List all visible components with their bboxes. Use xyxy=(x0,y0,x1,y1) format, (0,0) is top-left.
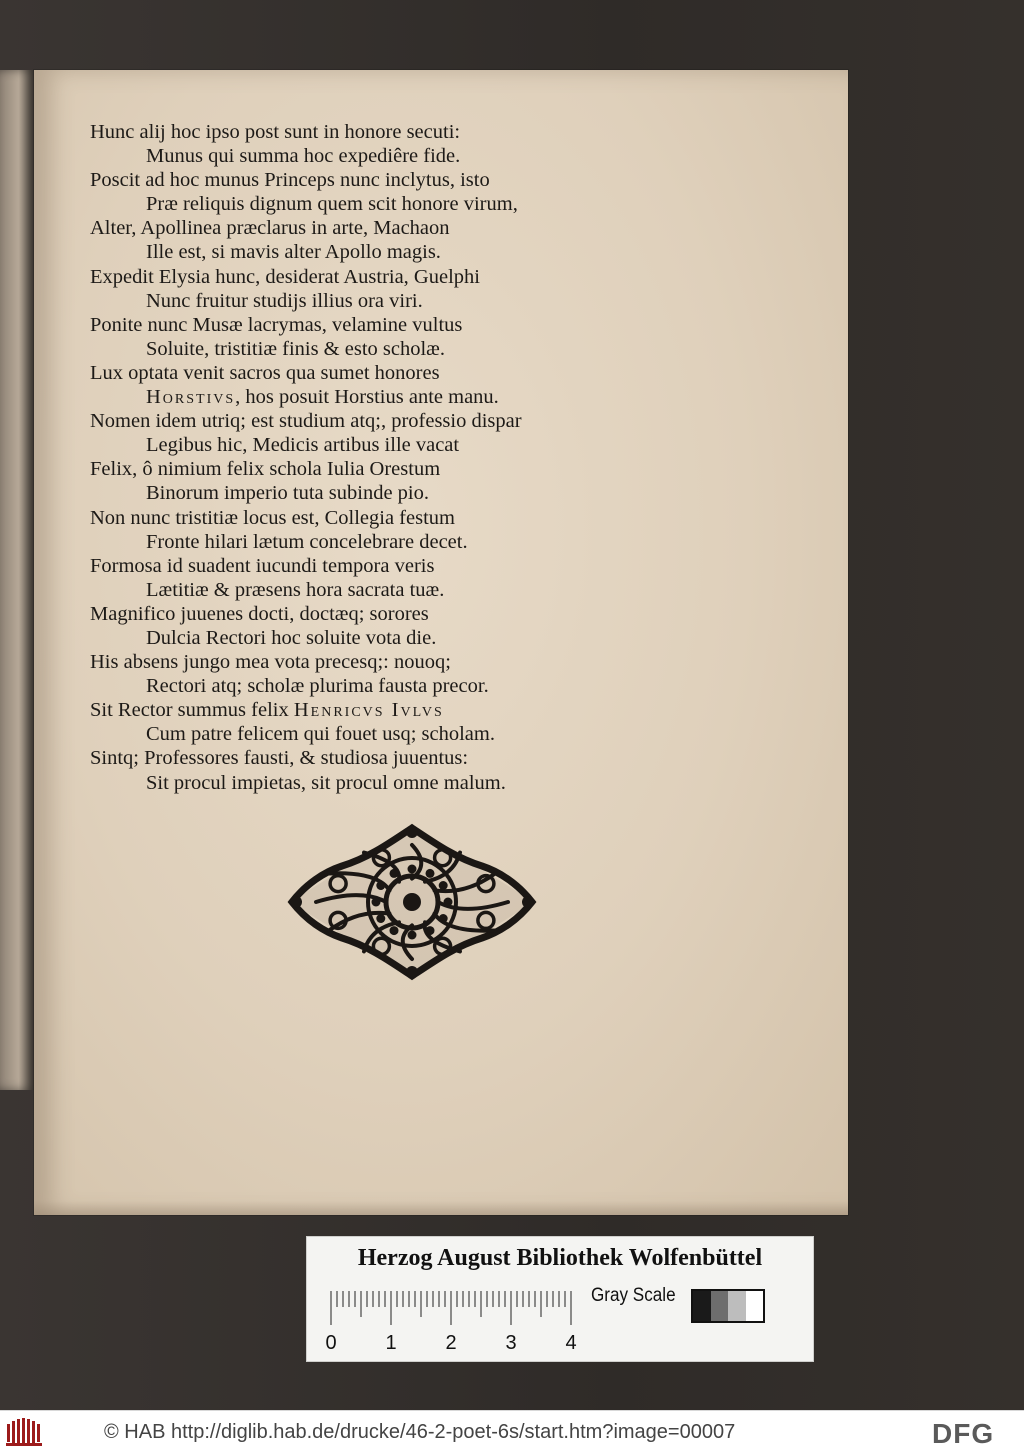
poem-line xyxy=(90,771,730,795)
poem-line-text: His absens jungo mea vota precesq;: nouoq; xyxy=(90,651,451,674)
poem-line-text: Magnifico juuenes docti, doctæq; sorores xyxy=(90,602,429,625)
poem-line-text: Poscit ad hoc munus Princeps nunc inclytus, isto xyxy=(90,169,490,192)
poem-line-text: Nunc fruitur studijs illius ora viri. xyxy=(146,289,423,312)
poem-line xyxy=(90,602,730,626)
ruler-number: 0 xyxy=(325,1332,337,1354)
gray-scale-label: Gray Scale xyxy=(591,1285,676,1306)
poem-line-text: Sit procul impietas, sit procul omne malum. xyxy=(146,771,506,794)
poem-line-text: Sit Rector summus felix xyxy=(90,699,294,722)
poem-line xyxy=(90,120,730,144)
poem-line xyxy=(90,313,730,337)
gray-scale-patches xyxy=(691,1289,765,1323)
poem-line-text: Expedit Elysia hunc, desiderat Austria, Guelphi xyxy=(90,265,480,288)
poem-line xyxy=(90,650,730,674)
dfg-logo-icon[interactable] xyxy=(930,1417,1018,1447)
poem-line xyxy=(90,361,730,385)
scale-ruler xyxy=(327,1289,577,1359)
poem-line xyxy=(90,457,730,481)
poem-line xyxy=(90,289,730,313)
poem-line xyxy=(90,433,730,457)
poem-line-text: Munus qui summa hoc expediêre fide. xyxy=(146,145,461,168)
dfg-logo-text: DFG xyxy=(932,1418,995,1449)
ruler-number: 4 xyxy=(565,1332,577,1354)
poem-line-text: Binorum imperio tuta subinde pio. xyxy=(146,482,429,505)
poem-line-text: Lætitiæ & præsens hora sacrata tuæ. xyxy=(146,578,445,601)
poem-line-text: Hunc alij hoc ipso post sunt in honore secuti: xyxy=(90,121,461,143)
poem-line xyxy=(90,698,730,722)
poem-line-text: Legibus hic, Medicis artibus ille vacat xyxy=(146,434,460,457)
poem-line-text: Præ reliquis dignum quem scit honore virum, xyxy=(146,193,518,216)
small-caps-name: Henricvs Ivlvs xyxy=(293,699,444,722)
color-calibration-card xyxy=(306,1236,814,1362)
poem-line xyxy=(90,746,730,770)
poem-line-text: Nomen idem utriq; est studium atq;, professio dispar xyxy=(90,410,522,433)
small-caps-name: Horstivs xyxy=(146,386,236,409)
poem-line-text: Ille est, si mavis alter Apollo magis. xyxy=(146,241,441,264)
poem-line xyxy=(90,506,730,530)
ruler-number: 3 xyxy=(505,1332,517,1354)
poem-line-text: Fronte hilari lætum concelebrare decet. xyxy=(146,530,468,553)
poem-line xyxy=(90,265,730,289)
gray-patch xyxy=(728,1291,746,1321)
poem-line xyxy=(90,481,730,505)
poem-line-text: Alter, Apollinea præclarus in arte, Machaon xyxy=(90,217,450,240)
poem-line xyxy=(90,554,730,578)
footer-bar xyxy=(0,1410,1024,1453)
poem-line-text: Lux optata venit sacros qua sumet honores xyxy=(90,361,440,384)
previous-page-edge xyxy=(0,70,34,1090)
poem-line xyxy=(90,674,730,698)
poem-line xyxy=(90,626,730,650)
gray-patch xyxy=(711,1291,729,1321)
poem-line xyxy=(90,337,730,361)
poem-line xyxy=(90,722,730,746)
poem-line-text: Dulcia Rectori hoc soluite vota die. xyxy=(146,626,437,649)
poem-line xyxy=(90,240,730,264)
poem-line-text: , hos posuit Horstius ante manu. xyxy=(235,386,499,409)
poem-line-text: Non nunc tristitiæ locus est, Collegia festum xyxy=(90,506,455,529)
poem-line xyxy=(90,216,730,240)
hab-logo-icon[interactable] xyxy=(6,1418,46,1446)
poem-line-text: Sintq; Professores fausti, & studiosa juuentus: xyxy=(90,747,469,770)
poem-line-text: Cum patre felicem qui fouet usq; scholam. xyxy=(146,723,495,746)
poem-line xyxy=(90,530,730,554)
book-page xyxy=(34,70,848,1215)
poem-line-text: Felix, ô nimium felix schola Iulia Orestum xyxy=(90,458,441,481)
ruler-number: 1 xyxy=(385,1332,397,1354)
copyright-url[interactable]: © HAB http://diglib.hab.de/drucke/46-2-poet-6s/start.htm?image=00007 xyxy=(104,1421,736,1443)
poem-text xyxy=(90,120,730,795)
poem-line xyxy=(90,578,730,602)
poem-line-text: Ponite nunc Musæ lacrymas, velamine vultus xyxy=(90,313,463,336)
poem-line xyxy=(90,168,730,192)
poem-line xyxy=(90,144,730,168)
poem-line xyxy=(90,385,730,409)
poem-line-text: Rectori atq; scholæ plurima fausta precor. xyxy=(146,675,489,698)
ruler-number: 2 xyxy=(445,1332,457,1354)
poem-line-text: Formosa id suadent iucundi tempora veris xyxy=(90,554,435,577)
poem-line-text: Soluite, tristitiæ finis & esto scholæ. xyxy=(146,337,445,360)
poem-line xyxy=(90,192,730,216)
arabesque-ornament-icon xyxy=(286,822,538,982)
poem-line xyxy=(90,409,730,433)
gray-patch xyxy=(746,1291,764,1321)
library-name: Herzog August Bibliothek Wolfenbüttel xyxy=(357,1245,763,1271)
gray-patch xyxy=(693,1291,711,1321)
